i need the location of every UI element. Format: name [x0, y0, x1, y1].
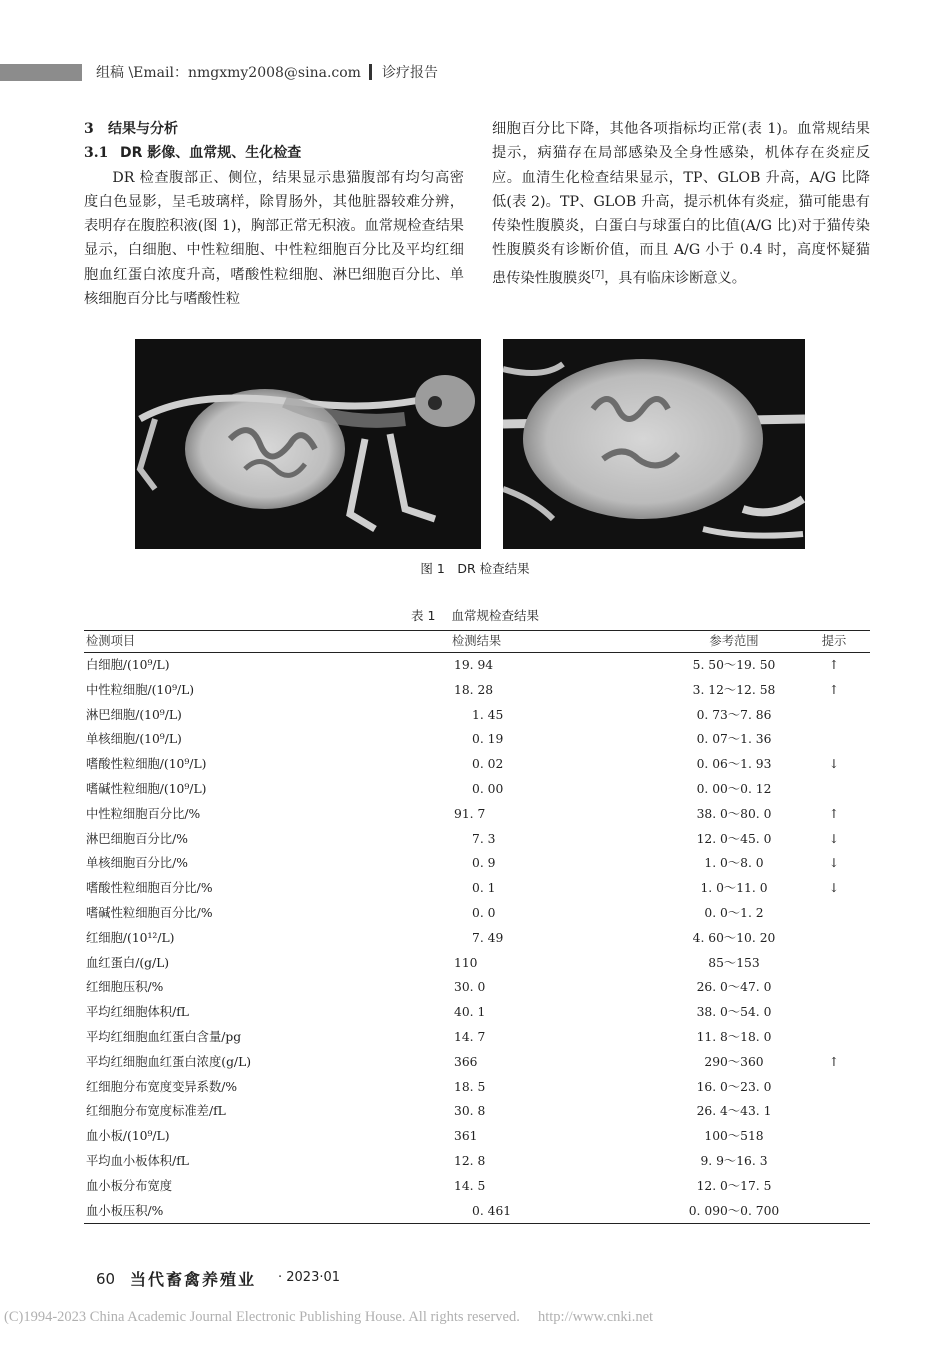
journal-name: 当代畜禽养殖业 — [130, 1270, 257, 1289]
row-reference-range: 16. 0～23. 0 — [696, 1079, 772, 1094]
table-row — [84, 827, 870, 852]
table-row — [84, 926, 870, 951]
table-row — [84, 876, 870, 901]
table-row — [84, 951, 870, 976]
page-number: 60 — [96, 1270, 116, 1288]
row-item-name: 淋巴细胞/(10⁹/L) — [86, 707, 182, 722]
row-item-name: 嗜酸性粒细胞百分比/% — [86, 881, 213, 896]
row-result: 40. 1 — [454, 1005, 486, 1020]
table-caption-title: 血常规检查结果 — [451, 608, 539, 623]
paragraph-right — [492, 117, 870, 291]
table-row — [84, 1000, 870, 1025]
header-section: 诊疗报告 — [382, 65, 438, 81]
row-item-name: 平均红细胞血红蛋白浓度(g/L) — [86, 1054, 252, 1069]
row-reference-range: 4. 60～10. 20 — [692, 930, 776, 945]
row-reference-range: 0. 090～0. 700 — [688, 1203, 780, 1218]
row-hint: ↑ — [828, 1054, 840, 1069]
row-hint: ↑ — [828, 806, 840, 821]
blood-routine-table — [84, 630, 870, 1224]
table-row — [84, 727, 870, 752]
header-result: 检测结果 — [452, 634, 502, 648]
table-row — [84, 703, 870, 728]
subsection-number: 3.1 — [84, 145, 109, 162]
section-heading — [84, 117, 464, 141]
table-row — [84, 1124, 870, 1149]
copyright-notice: (C)1994-2023 China Academic Journal Electronic Publishing House. All rights reserved. http://www.cnki.net — [4, 1309, 654, 1325]
row-reference-range: 1. 0～8. 0 — [704, 856, 764, 871]
row-result: 18. 28 — [454, 682, 494, 697]
table-caption — [0, 606, 950, 624]
row-item-name: 嗜碱性粒细胞百分比/% — [86, 905, 213, 920]
paragraph-right-text: 细胞百分比下降，其他各项指标均正常(表 1)。血常规结果提示，病猫存在局部感染及全身性感染，机体存在炎症反应。血清生化检查结果显示，TP、GLOB 升高，A/G 比降低(表 2)。TP、GLOB 升高，提示机体有炎症，猫可能患有传染性腹膜炎，白蛋白与球蛋白的比值(A/G 比)对于猫传染性腹膜炎有诊断价值，而且 A/G 小于 0.4 时，高度怀疑猫患传染性腹膜炎 — [492, 121, 870, 287]
row-result: 19. 94 — [454, 658, 494, 672]
table-row — [84, 752, 870, 777]
row-hint: ↓ — [828, 856, 840, 871]
figure-caption: 图 1 DR 检查结果 — [420, 561, 530, 576]
row-item-name: 嗜酸性粒细胞/(10⁹/L) — [86, 757, 207, 772]
table-row — [84, 1075, 870, 1100]
row-reference-range: 290～360 — [704, 1054, 764, 1069]
citation-ref: [7] — [591, 269, 605, 280]
row-result: 366 — [454, 1054, 478, 1069]
paragraph-right-end: ，具有临床诊断意义。 — [604, 270, 746, 287]
section-number: 3 — [84, 121, 94, 137]
row-item-name: 红细胞/(10¹²/L) — [86, 930, 175, 945]
row-item-name: 平均红细胞体积/fL — [86, 1005, 189, 1020]
row-result: 7. 3 — [472, 831, 496, 846]
row-item-name: 嗜碱性粒细胞/(10⁹/L) — [86, 781, 207, 796]
table-row — [84, 1099, 870, 1124]
xray-ventrodorsal-image — [503, 339, 805, 549]
header-reference: 参考范围 — [709, 634, 759, 648]
row-reference-range: 5. 50～19. 50 — [692, 658, 776, 672]
table-body — [84, 653, 870, 1223]
row-result: 14. 5 — [454, 1178, 486, 1193]
row-reference-range: 12. 0～45. 0 — [696, 831, 772, 846]
row-result: 0. 9 — [472, 856, 496, 871]
table-row — [84, 777, 870, 802]
row-result: 12. 8 — [454, 1153, 486, 1168]
xray-lateral-image — [135, 339, 481, 549]
row-reference-range: 100～518 — [704, 1129, 764, 1144]
row-hint: ↓ — [828, 831, 840, 846]
row-hint: ↓ — [828, 881, 840, 896]
row-item-name: 血小板压积/% — [86, 1203, 164, 1218]
subsection-title: DR 影像、血常规、生化检查 — [120, 145, 302, 162]
table-header-row — [84, 631, 870, 652]
table-row — [84, 901, 870, 926]
row-reference-range: 0. 73～7. 86 — [696, 707, 772, 722]
body-left-column — [84, 117, 464, 311]
subsection-heading — [84, 141, 464, 165]
row-result: 0. 19 — [472, 732, 504, 747]
row-hint: ↑ — [828, 682, 840, 697]
row-reference-range: 0. 0～1. 2 — [704, 905, 764, 920]
row-hint: ↑ — [828, 658, 840, 672]
row-result: 7. 49 — [472, 930, 504, 945]
row-result: 0. 1 — [472, 881, 496, 896]
row-item-name: 中性粒细胞/(10⁹/L) — [86, 682, 195, 697]
row-reference-range: 3. 12～12. 58 — [692, 682, 776, 697]
row-result: 361 — [454, 1129, 478, 1144]
table-row — [84, 1149, 870, 1174]
table-row — [84, 1199, 870, 1224]
row-item-name: 淋巴细胞百分比/% — [86, 831, 188, 846]
row-result: 30. 8 — [454, 1104, 486, 1119]
row-reference-range: 1. 0～11. 0 — [700, 881, 768, 896]
body-right-column — [492, 117, 870, 291]
table-row — [84, 1025, 870, 1050]
row-item-name: 中性粒细胞百分比/% — [86, 806, 201, 821]
table-row — [84, 1050, 870, 1075]
paragraph-left: DR 检查腹部正、侧位，结果显示患猫腹部有均匀高密度白色显影，呈毛玻璃样，除胃肠外，其他脏器较难分辨，表明存在腹腔积液(图 1)，胸部正常无积液。血常规检查结果显示，白细胞、中性粒细胞、中性粒细胞百分比及平均红细胞血红蛋白浓度升高，嗜酸性粒细胞、淋巴细胞百分比、单核细胞百分比与嗜酸性粒 — [84, 169, 464, 308]
row-item-name: 白细胞/(10⁹/L) — [86, 658, 170, 672]
row-item-name: 红细胞分布宽度变异系数/% — [86, 1079, 238, 1094]
row-reference-range: 85～153 — [708, 955, 760, 970]
row-item-name: 红细胞压积/% — [86, 980, 164, 995]
row-reference-range: 26. 4～43. 1 — [696, 1104, 772, 1119]
table-row — [84, 678, 870, 703]
row-result: 110 — [454, 955, 478, 970]
row-result: 91. 7 — [454, 806, 486, 821]
row-reference-range: 0. 06～1. 93 — [696, 757, 772, 772]
row-item-name: 红细胞分布宽度标准差/fL — [86, 1104, 226, 1119]
row-reference-range: 12. 0～17. 5 — [696, 1178, 772, 1193]
table-row — [84, 1174, 870, 1199]
header-bar — [0, 64, 82, 81]
row-reference-range: 26. 0～47. 0 — [696, 980, 772, 995]
row-item-name: 血小板分布宽度 — [86, 1178, 173, 1193]
header-separator — [369, 64, 372, 80]
row-result: 0. 02 — [472, 757, 504, 772]
table-row — [84, 851, 870, 876]
row-result: 0. 00 — [472, 781, 504, 796]
row-item-name: 平均血小板体积/fL — [86, 1153, 189, 1168]
row-reference-range: 9. 9～16. 3 — [700, 1153, 768, 1168]
row-result: 18. 5 — [454, 1079, 486, 1094]
row-reference-range: 0. 00～0. 12 — [696, 781, 772, 796]
row-item-name: 血红蛋白/(g/L) — [86, 955, 170, 970]
row-reference-range: 38. 0～54. 0 — [696, 1005, 772, 1020]
table-caption-label: 表 1 — [411, 608, 436, 623]
row-item-name: 单核细胞百分比/% — [86, 856, 188, 871]
row-item-name: 单核细胞/(10⁹/L) — [86, 732, 182, 747]
table-row — [84, 653, 870, 678]
row-result: 1. 45 — [472, 707, 504, 722]
section-title: 结果与分析 — [108, 121, 178, 137]
header-item: 检测项目 — [86, 634, 136, 648]
header-contact: 组稿 \Email：nmgxmy2008@sina.com — [96, 65, 361, 81]
header-hint: 提示 — [821, 634, 847, 648]
table-row — [84, 802, 870, 827]
row-reference-range: 38. 0～80. 0 — [696, 806, 772, 821]
table-row — [84, 975, 870, 1000]
row-item-name: 平均红细胞血红蛋白含量/pg — [86, 1029, 242, 1044]
journal-issue: · 2023·01 — [278, 1270, 341, 1285]
row-result: 0. 461 — [472, 1203, 512, 1218]
row-reference-range: 0. 07～1. 36 — [696, 732, 772, 747]
row-item-name: 血小板/(10⁹/L) — [86, 1129, 170, 1144]
row-result: 0. 0 — [472, 905, 496, 920]
row-hint: ↓ — [828, 757, 840, 772]
row-result: 14. 7 — [454, 1029, 486, 1044]
row-result: 30. 0 — [454, 980, 486, 995]
row-reference-range: 11. 8～18. 0 — [696, 1029, 772, 1044]
